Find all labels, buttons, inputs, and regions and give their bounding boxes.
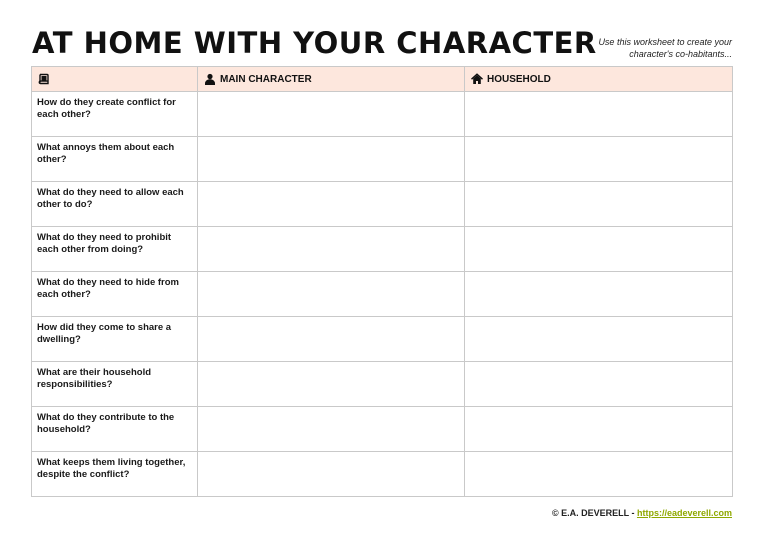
- household-answer-cell[interactable]: [465, 452, 733, 497]
- question-cell: How did they come to share a dwelling?: [32, 317, 198, 362]
- home-icon: [471, 73, 483, 85]
- table-row: [32, 227, 733, 272]
- column-header-household: [465, 67, 733, 92]
- household-answer-cell[interactable]: [465, 407, 733, 452]
- main-character-answer-cell[interactable]: [198, 272, 465, 317]
- copyright-text: © E.A. DEVERELL -: [551, 508, 637, 518]
- main-character-answer-cell[interactable]: [198, 362, 465, 407]
- question-cell: How do they create conflict for each other?: [32, 92, 198, 137]
- main-character-answer-cell[interactable]: [198, 92, 465, 137]
- footer-credit: [552, 508, 732, 518]
- main-character-answer-cell[interactable]: [198, 182, 465, 227]
- table-row: [32, 272, 733, 317]
- user-icon: [204, 73, 216, 85]
- question-cell: What keeps them living together, despite the conflict?: [32, 452, 198, 497]
- household-answer-cell[interactable]: [465, 182, 733, 227]
- table-row: [32, 182, 733, 227]
- table-row: [32, 452, 733, 497]
- main-character-answer-cell[interactable]: [198, 137, 465, 182]
- question-cell: What do they contribute to the household?: [32, 407, 198, 452]
- table-row: [32, 137, 733, 182]
- main-character-answer-cell[interactable]: [198, 317, 465, 362]
- question-cell: What do they need to prohibit each other from doing?: [32, 227, 198, 272]
- question-cell: What do they need to allow each other to do?: [32, 182, 198, 227]
- household-answer-cell[interactable]: [465, 272, 733, 317]
- table-row: [32, 92, 733, 137]
- worksheet-table: [31, 66, 733, 497]
- household-answer-cell[interactable]: [465, 92, 733, 137]
- question-cell: What do they need to hide from each other?: [32, 272, 198, 317]
- table-header-row: [32, 67, 733, 92]
- table-row: [32, 362, 733, 407]
- question-cell: What are their household responsibilities?: [32, 362, 198, 407]
- website-link[interactable]: https://eadeverell.com: [636, 508, 732, 518]
- column-header-questions: [32, 67, 198, 92]
- book-icon: [38, 73, 50, 85]
- table-row: [32, 317, 733, 362]
- page-subtitle: Use this worksheet to create your character's co-habitants...: [598, 37, 732, 59]
- column-header-label: MAIN CHARACTER: [220, 73, 312, 85]
- column-header-label: HOUSEHOLD: [487, 73, 551, 85]
- household-answer-cell[interactable]: [465, 317, 733, 362]
- main-character-answer-cell[interactable]: [198, 407, 465, 452]
- main-character-answer-cell[interactable]: [198, 227, 465, 272]
- column-header-main-character: [198, 67, 465, 92]
- table-row: [32, 407, 733, 452]
- page-title: AT HOME WITH YOUR CHARACTER: [32, 26, 597, 60]
- household-answer-cell[interactable]: [465, 137, 733, 182]
- main-character-answer-cell[interactable]: [198, 452, 465, 497]
- question-cell: What annoys them about each other?: [32, 137, 198, 182]
- household-answer-cell[interactable]: [465, 227, 733, 272]
- worksheet-header: [32, 26, 732, 62]
- household-answer-cell[interactable]: [465, 362, 733, 407]
